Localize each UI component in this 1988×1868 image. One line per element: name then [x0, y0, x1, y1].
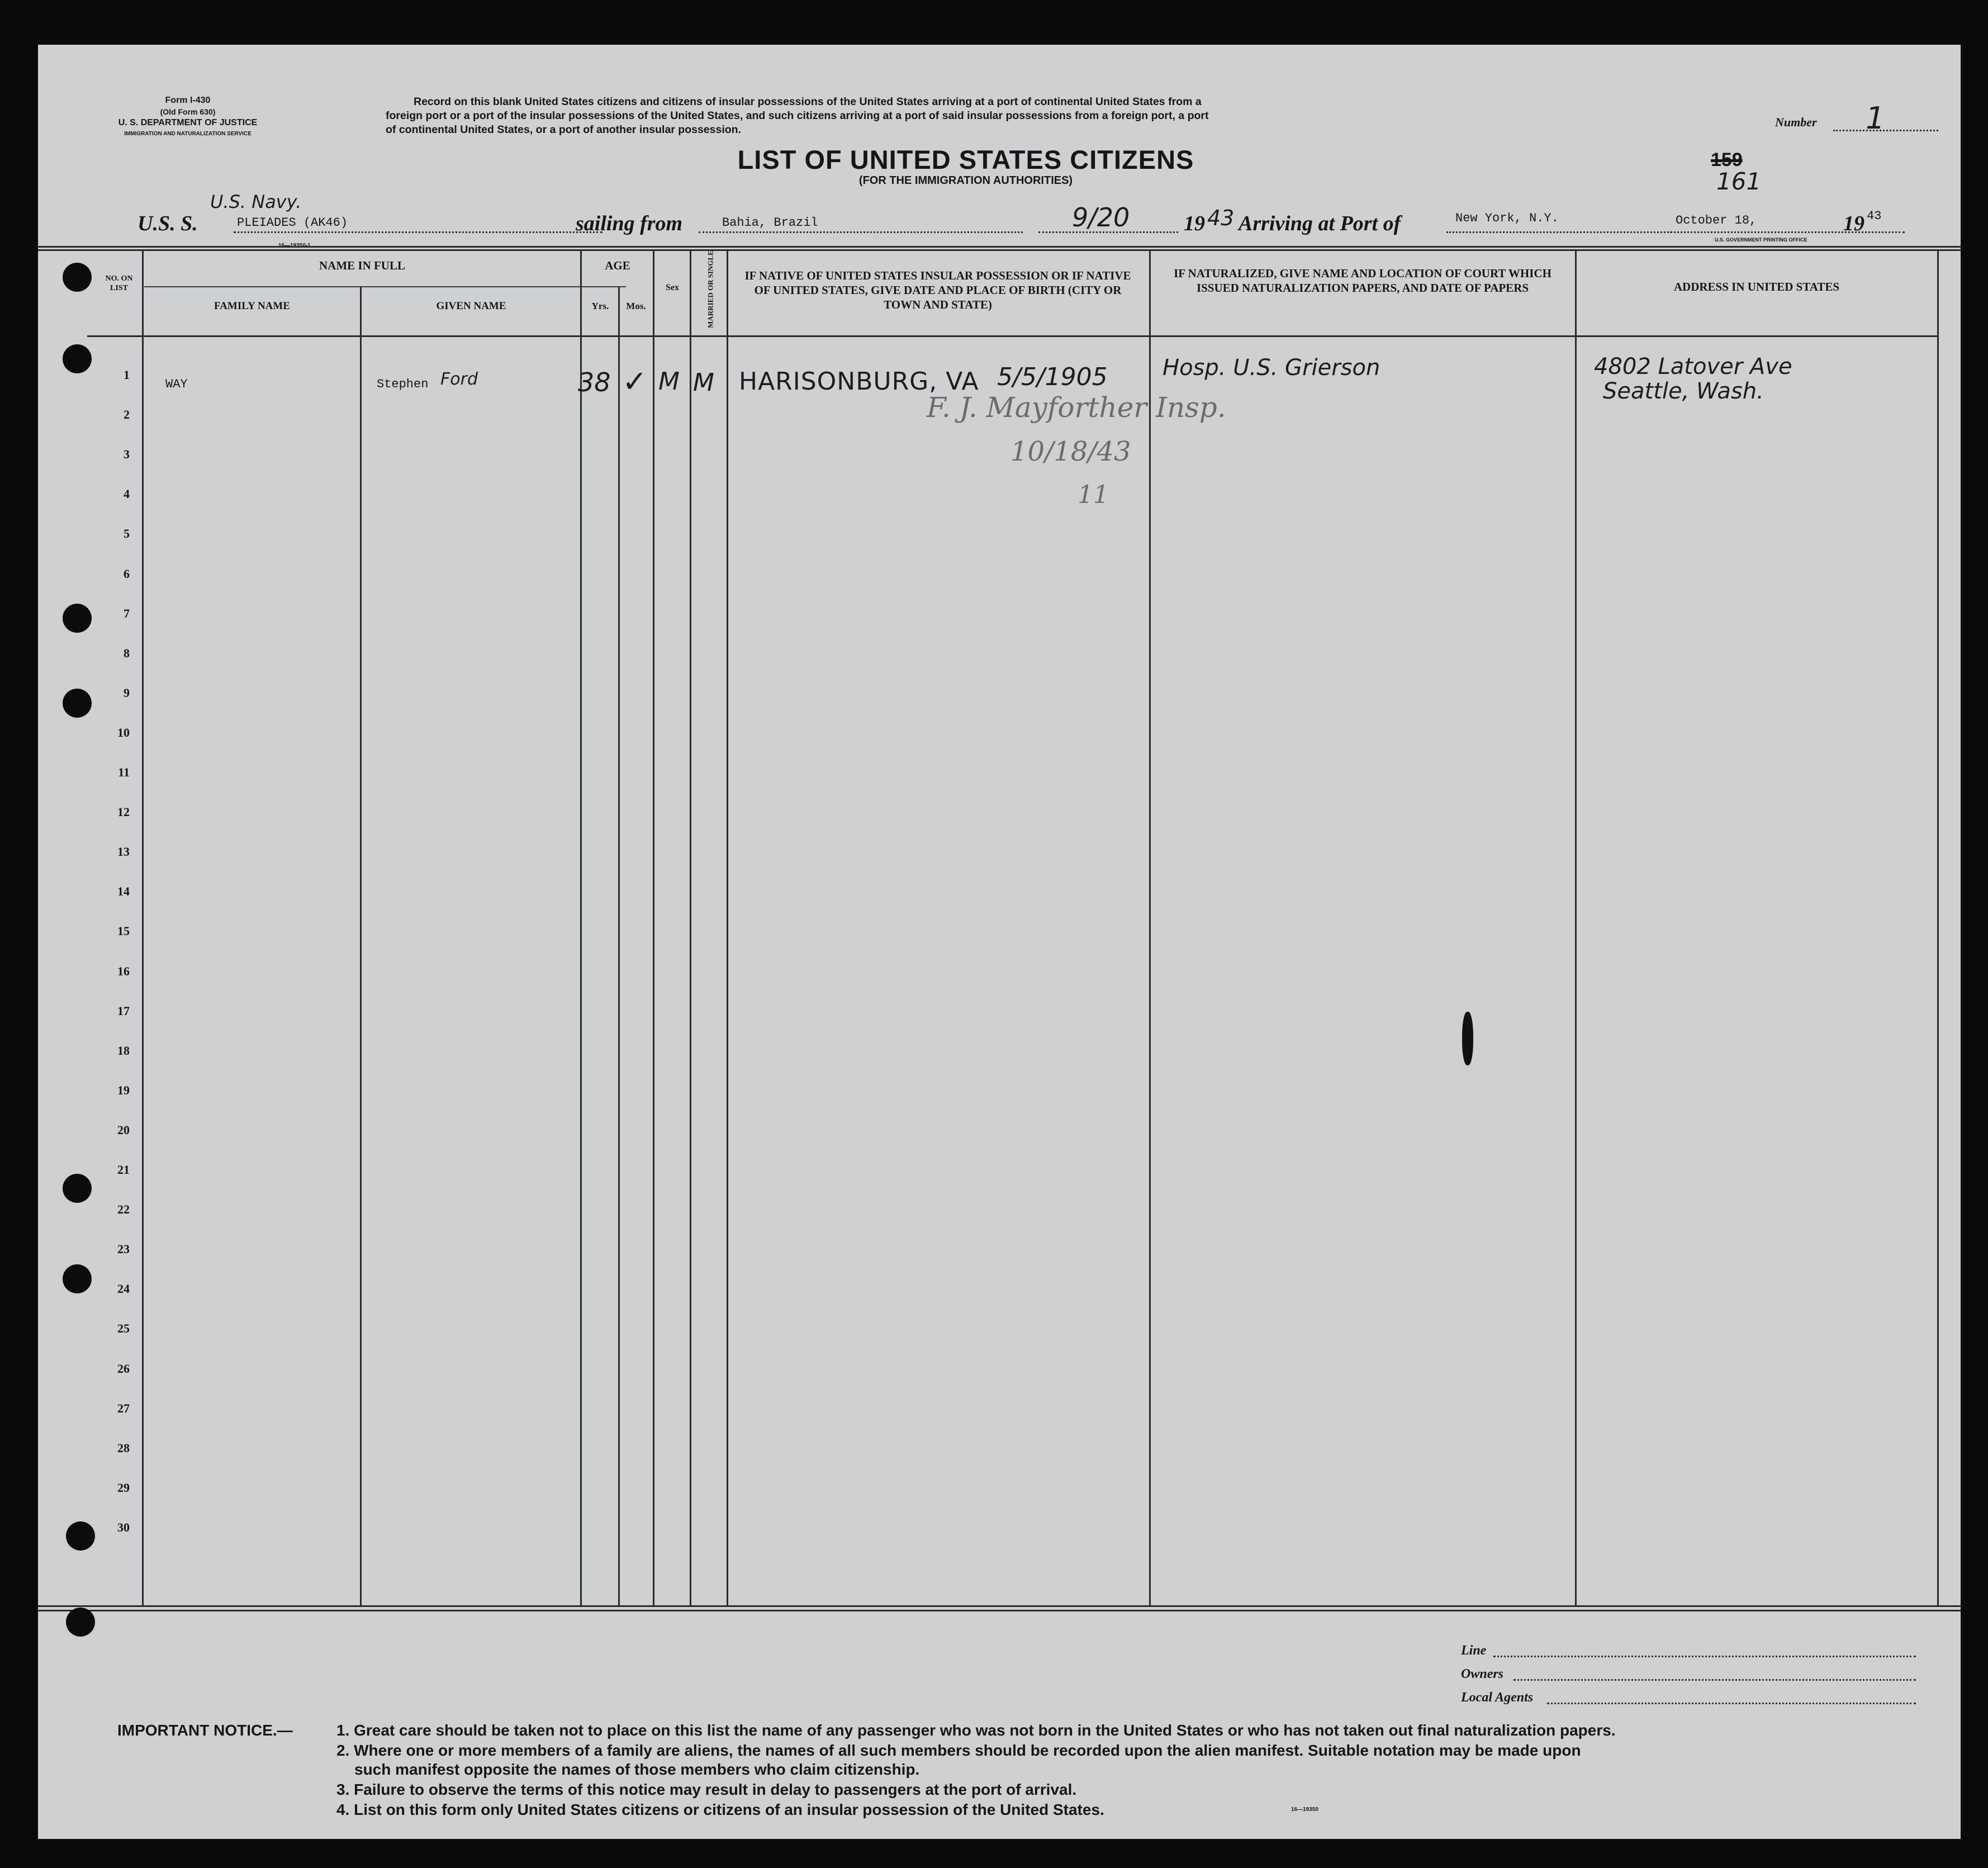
naturalized-cell: Hosp. U.S. Grierson: [1163, 355, 1380, 381]
punch-hole: [63, 263, 92, 292]
row-number: 17: [117, 1003, 130, 1018]
row-number: 26: [117, 1361, 130, 1376]
birthplace-cell: HARISONBURG, VA: [739, 367, 979, 396]
row-number: 14: [117, 884, 130, 899]
notice-item: such manifest opposite the names of those members who claim citizenship.: [354, 1761, 920, 1778]
notice-item: 4. List on this form only United States citizens or citizens of an insular possession of the United States.: [336, 1801, 1104, 1818]
row-number: 16: [117, 964, 130, 978]
arriving-label: Arriving at Port of: [1239, 212, 1401, 235]
header-no: NO. ON LIST: [105, 274, 133, 292]
address-line-2: Seattle, Wash.: [1603, 378, 1764, 404]
row-number: 3: [124, 447, 130, 462]
uss-prefix: U.S. S.: [137, 212, 198, 235]
header-naturalized: IF NATURALIZED, GIVE NAME AND LOCATION OF COURT WHICH ISSUED NATURALIZATION PAPERS, AND DATE OF PAPERS: [1174, 267, 1552, 295]
punch-hole: [63, 1264, 92, 1293]
instruction-line: foreign port or a port of the insular possessions of the United States, and such citizens arriving at a port of said insular possessions from a foreign port, a port: [386, 110, 1209, 122]
row-number: 13: [117, 845, 130, 859]
ink-blot: [1462, 1012, 1473, 1065]
row-number: 4: [124, 487, 130, 501]
sailing-year-prefix: 19: [1184, 212, 1205, 235]
row-number: 9: [124, 685, 130, 700]
arrival-date: October 18,: [1676, 214, 1757, 227]
given-name-handwritten: Ford: [440, 369, 478, 389]
punch-hole: [63, 344, 92, 373]
notice-item: 2. Where one or more members of a family are aliens, the names of all such members should be recorded upon the alien manifest. Suitable notation may be made upon: [336, 1742, 1581, 1759]
row-number: 6: [124, 566, 130, 581]
row-number: 15: [117, 924, 130, 938]
punch-hole: [63, 1174, 92, 1203]
row-number: 7: [124, 606, 130, 620]
instruction-line: of continental United States, or a port of another insular possession.: [386, 124, 741, 136]
birthdate-cell: 5/5/1905: [997, 363, 1108, 391]
agents-label: Local Agents: [1461, 1690, 1534, 1705]
sailing-date: 9/20: [1072, 202, 1130, 233]
number-label: Number: [1775, 115, 1817, 129]
punch-hole: [63, 689, 92, 718]
row-number: 29: [117, 1480, 130, 1495]
row-number: 18: [117, 1043, 130, 1058]
header-address: ADDRESS IN UNITED STATES: [1673, 280, 1840, 293]
row-number: 11: [118, 765, 130, 779]
printing-office: U.S. GOVERNMENT PRINTING OFFICE: [1715, 237, 1807, 243]
form-block: [87, 95, 288, 140]
annotation-line-2: 10/18/43: [1010, 436, 1131, 467]
line-label: Line: [1461, 1643, 1487, 1658]
age-years-cell: 38: [578, 367, 611, 397]
instruction-line: Record on this blank United States citizens and citizens of insular possessions of the United States arriving at a port of continental United States from a: [414, 96, 1202, 108]
row-number: 8: [124, 646, 130, 660]
old-form-number: (Old Form 630): [160, 107, 216, 116]
row-number: 20: [117, 1122, 130, 1137]
row-number: 27: [117, 1401, 130, 1415]
married-cell: M: [693, 368, 714, 397]
struck-number: 159: [1711, 149, 1743, 170]
annotation-line-1: F. J. Mayforther Insp.: [927, 391, 1226, 424]
notice-heading: IMPORTANT NOTICE.—: [117, 1722, 293, 1739]
service-name: IMMIGRATION AND NATURALIZATION SERVICE: [124, 131, 252, 137]
given-name-cell: Stephen: [377, 377, 429, 391]
header-sex: Sex: [666, 283, 679, 292]
row-number: 10: [117, 725, 130, 739]
navy-note: U.S. Navy.: [210, 191, 302, 212]
arrival-year-prefix: 19: [1843, 212, 1864, 235]
owners-label: Owners: [1461, 1667, 1504, 1681]
header-yrs: Yrs.: [591, 301, 609, 311]
department-name: U. S. DEPARTMENT OF JUSTICE: [118, 118, 258, 127]
punch-hole: [63, 604, 92, 633]
footer-code: 16—19350: [1291, 1807, 1318, 1813]
header-native: IF NATIVE OF UNITED STATES INSULAR POSSESSION OR IF NATIVE OF UNITED STATES, GIVE DATE AND PLACE OF BIRTH (CITY OR TOWN AND STATE): [744, 269, 1131, 311]
vessel-name: PLEIADES (AK46): [237, 216, 348, 230]
arrival-port: New York, N.Y.: [1455, 211, 1559, 225]
row-number: 1: [124, 368, 130, 382]
page-title: LIST OF UNITED STATES CITIZENS: [737, 145, 1194, 174]
row-number: 12: [117, 805, 130, 819]
page-subtitle: (FOR THE IMMIGRATION AUTHORITIES): [858, 174, 1073, 187]
row-number: 28: [117, 1440, 130, 1455]
address-line-1: 4802 Latover Ave: [1594, 354, 1792, 380]
family-name-cell: WAY: [165, 377, 188, 391]
header-given-name: GIVEN NAME: [436, 300, 506, 312]
row-number: 19: [117, 1083, 130, 1097]
vessel-line: [38, 191, 1961, 239]
notice-item: 1. Great care should be taken not to place on this list the name of any passenger who was not born in the United States or who has not taken out final naturalization papers.: [336, 1722, 1616, 1739]
header-family-name: FAMILY NAME: [214, 300, 290, 312]
sailing-label: sailing from: [576, 212, 683, 235]
number-field: [1731, 101, 1938, 136]
signature-block: [1424, 1643, 1916, 1716]
form-number: Form I-430: [165, 96, 211, 105]
row-number: 25: [117, 1321, 130, 1336]
age-months-cell: ✓: [622, 364, 648, 399]
row-number: 22: [117, 1202, 130, 1217]
punch-hole: [66, 1521, 95, 1551]
instructions: [386, 95, 1688, 137]
row-number: 2: [124, 407, 130, 422]
corrected-number: 161: [1716, 168, 1762, 195]
sailing-year-suffix: 43: [1207, 206, 1235, 230]
sailing-from: Bahia, Brazil: [722, 216, 818, 230]
header-age: AGE: [605, 259, 630, 272]
header-married: MARRIED OR SINGLE: [706, 250, 715, 328]
annotation-line-3: 11: [1078, 481, 1109, 509]
row-number: 30: [117, 1520, 130, 1534]
arrival-year-suffix: 43: [1867, 209, 1882, 223]
punch-hole: [66, 1608, 95, 1637]
row-number: 24: [117, 1282, 130, 1296]
header-name-in-full: NAME IN FULL: [319, 259, 405, 272]
header-mos: Mos.: [626, 301, 646, 311]
sex-cell: M: [658, 367, 680, 396]
inspector-annotation: [876, 391, 1268, 537]
row-number: 23: [117, 1242, 130, 1257]
notice-item: 3. Failure to observe the terms of this notice may result in delay to passengers at the port of arrival.: [336, 1781, 1077, 1798]
row-number: 5: [124, 527, 130, 541]
manifest-sheet: [38, 45, 1961, 1839]
number-value: 1: [1866, 101, 1885, 136]
row-number: 21: [117, 1163, 130, 1177]
